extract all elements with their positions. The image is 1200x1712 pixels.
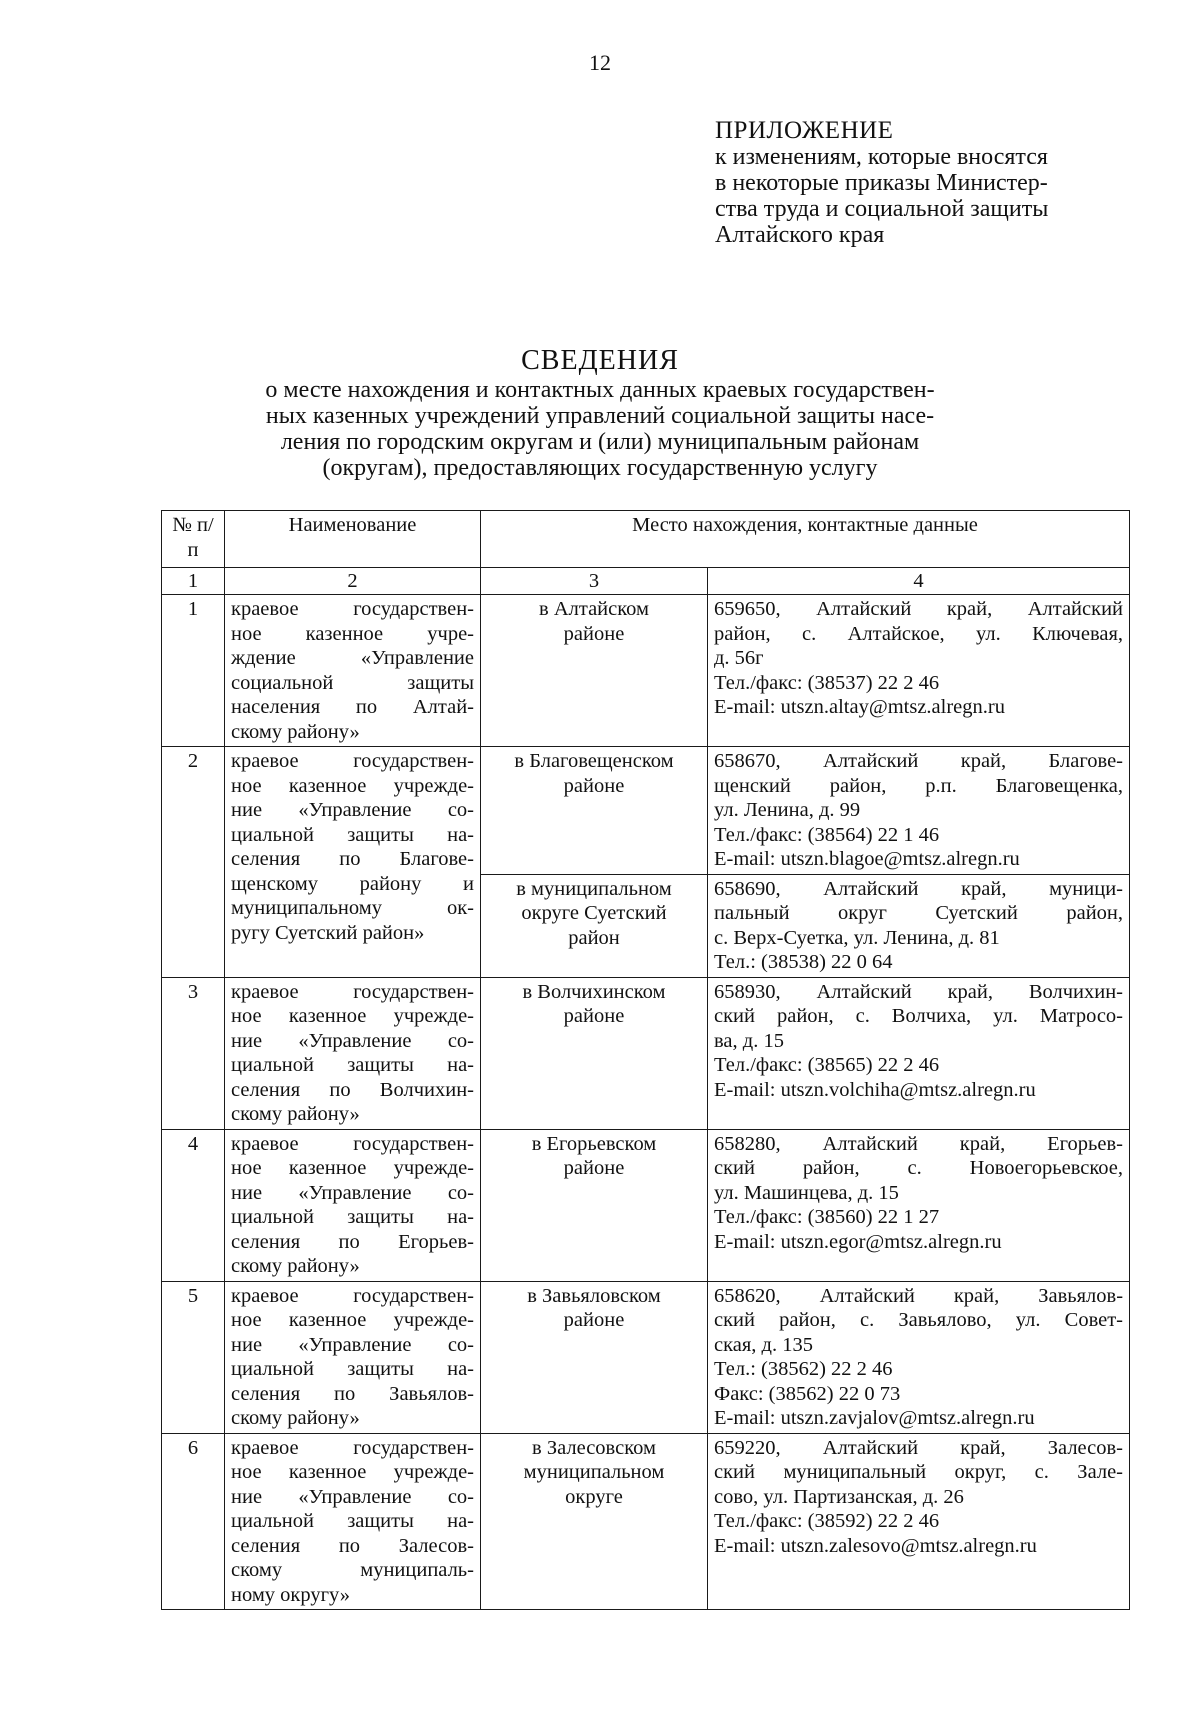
contact-details (708, 1129, 1130, 1281)
contact-details (708, 1433, 1130, 1610)
table-row (162, 977, 1130, 1129)
name-line: селения по Залесов- (231, 1534, 474, 1557)
contact-details (708, 747, 1130, 875)
location-line: округе (565, 1485, 623, 1508)
subtitle-line: о месте нахождения и контактных данных краевых государствен- (265, 377, 935, 403)
institution-name (225, 1129, 481, 1281)
name-line: ждение «Управление (231, 647, 474, 669)
address-line: 658690, Алтайский край, муници- (714, 877, 1124, 900)
institution-name (225, 977, 481, 1129)
name-line: циальной защиты на- (231, 1358, 474, 1380)
address-line: 658930, Алтайский край, Волчихин- (714, 980, 1124, 1003)
address-line: ул. Ленина, д. 99 (714, 799, 861, 821)
name-line: ному округу» (231, 1583, 351, 1606)
location-district (481, 1129, 708, 1281)
name-line: ное казенное учре- (231, 622, 474, 645)
address-line: сово, ул. Партизанская, д. 26 (714, 1485, 964, 1508)
institutions-table (161, 510, 1130, 1610)
name-line: скому району» (231, 1407, 360, 1429)
name-line: щенскому району и (231, 872, 474, 895)
institution-name (225, 747, 481, 978)
header-name: Наименование (225, 511, 481, 568)
location-line: район (568, 926, 620, 949)
table-row (162, 747, 1130, 875)
table-row (162, 595, 1130, 747)
location-line: районе (563, 1157, 625, 1179)
address-line: ский муниципальный округ, с. Зале- (714, 1461, 1124, 1483)
column-index-row (162, 568, 1130, 595)
address-line: 658280, Алтайский край, Егорьев- (714, 1132, 1124, 1155)
location-line: в муниципальном (516, 877, 672, 900)
appendix-line: Алтайского края (715, 222, 885, 248)
location-district (481, 977, 708, 1129)
name-line: ное казенное учрежде- (231, 1309, 474, 1331)
name-line: селения по Егорьев- (231, 1230, 474, 1253)
name-line: краевое государствен- (231, 598, 474, 620)
name-line: скому району» (231, 1103, 360, 1125)
appendix-title: ПРИЛОЖЕНИЕ (715, 117, 894, 144)
institution-name (225, 595, 481, 747)
name-line: селения по Волчихин- (231, 1078, 474, 1101)
document-title: СВЕДЕНИЯ (521, 345, 679, 376)
table-row (162, 1129, 1130, 1281)
subtitle-line: ных казенных учреждений управлений социальной защиты насе- (265, 403, 935, 429)
name-line: ругу Суетский район» (231, 921, 425, 944)
appendix-line: в некоторые приказы Министер- (715, 170, 1048, 196)
name-line: краевое государствен- (231, 1436, 474, 1459)
phone-line: Тел./факс: (38592) 22 2 46 (714, 1510, 940, 1532)
name-line: циальной защиты на- (231, 1206, 474, 1228)
address-line: д. 56г (714, 647, 764, 669)
name-line: краевое государствен- (231, 1284, 474, 1307)
name-line: ное казенное учрежде- (231, 774, 474, 797)
name-line: циальной защиты на- (231, 823, 474, 846)
address-line: ский район, с. Волчиха, ул. Матросо- (714, 1005, 1124, 1027)
address-line: 659220, Алтайский край, Залесов- (714, 1436, 1124, 1459)
name-line: ное казенное учрежде- (231, 1157, 474, 1179)
row-number: 3 (162, 977, 225, 1129)
phone-line: Тел./факс: (38560) 22 1 27 (714, 1206, 940, 1228)
name-line: краевое государствен- (231, 1132, 474, 1155)
document-subtitle (170, 377, 1030, 481)
address-line: ул. Машинцева, д. 15 (714, 1181, 899, 1204)
subtitle-line: (округам), предоставляющих государственную услугу (322, 455, 878, 481)
location-district (481, 1433, 708, 1610)
appendix-line: к изменениям, которые вносятся (715, 144, 1048, 170)
column-index: 1 (162, 568, 225, 595)
column-index: 3 (481, 568, 708, 595)
email-line: E-mail: utszn.zalesovo@mtsz.alregn.ru (714, 1534, 1037, 1557)
contact-details (708, 595, 1130, 747)
subtitle-line: ления по городским округам и (или) муниципальным районам (280, 429, 920, 455)
row-number: 4 (162, 1129, 225, 1281)
table-header-row (162, 511, 1130, 568)
email-line: E-mail: utszn.egor@mtsz.alregn.ru (714, 1230, 1002, 1253)
appendix-line: ства труда и социальной защиты (715, 196, 1049, 222)
appendix-block (715, 118, 1135, 248)
location-line: в Завьяловском (527, 1284, 661, 1307)
row-number: 2 (162, 747, 225, 978)
address-line: пальный округ Суетский район, (714, 902, 1124, 924)
header-num: № п/п (162, 511, 225, 568)
page-number: 12 (589, 50, 611, 75)
name-line: ние «Управление со- (231, 1029, 474, 1052)
row-number: 1 (162, 595, 225, 747)
row-number: 6 (162, 1433, 225, 1610)
location-district (481, 1281, 708, 1433)
name-line: ное казенное учрежде- (231, 1005, 474, 1027)
location-district (481, 874, 708, 977)
phone-line: Тел.: (38562) 22 2 46 (714, 1358, 893, 1380)
column-index: 2 (225, 568, 481, 595)
phone-line: Тел./факс: (38537) 22 2 46 (714, 671, 940, 694)
address-line: ва, д. 15 (714, 1029, 784, 1052)
location-line: районе (563, 1309, 625, 1331)
address-line: 659650, Алтайский край, Алтайский (714, 598, 1124, 620)
location-district (481, 747, 708, 875)
name-line: краевое государствен- (231, 980, 474, 1003)
name-line: населения по Алтай- (231, 696, 474, 718)
location-line: в Залесовском (532, 1436, 656, 1459)
name-line: циальной защиты на- (231, 1510, 474, 1532)
name-line: циальной защиты на- (231, 1054, 474, 1076)
location-line: в Егорьевском (531, 1132, 657, 1155)
address-line: с. Верх-Суетка, ул. Ленина, д. 81 (714, 926, 1000, 949)
email-line: E-mail: utszn.zavjalov@mtsz.alregn.ru (714, 1407, 1035, 1429)
phone-line: Тел.: (38538) 22 0 64 (714, 951, 893, 973)
name-line: селения по Завьялов- (231, 1382, 474, 1405)
name-line: ние «Управление со- (231, 799, 474, 821)
fax-line: Факс: (38562) 22 0 73 (714, 1382, 901, 1405)
phone-line: Тел./факс: (38564) 22 1 46 (714, 823, 940, 846)
table-row (162, 1281, 1130, 1433)
table-row (162, 1433, 1130, 1610)
email-line: E-mail: utszn.blagoe@mtsz.alregn.ru (714, 848, 1020, 870)
email-line: E-mail: utszn.altay@mtsz.alregn.ru (714, 696, 1005, 718)
location-line: районе (563, 774, 625, 797)
name-line: ние «Управление со- (231, 1181, 474, 1204)
name-line: скому району» (231, 720, 360, 743)
row-number: 5 (162, 1281, 225, 1433)
address-line: 658670, Алтайский край, Благове- (714, 750, 1124, 772)
header-location: Место нахождения, контактные данные (481, 511, 1130, 568)
name-line: селения по Благове- (231, 848, 474, 870)
name-line: муниципальному ок- (231, 897, 474, 919)
location-line: в Алтайском (539, 598, 649, 620)
location-line: районе (563, 1005, 625, 1027)
name-line: ние «Управление со- (231, 1485, 474, 1508)
contact-details (708, 874, 1130, 977)
column-index: 4 (708, 568, 1130, 595)
address-line: щенский район, р.п. Благовещенка, (714, 774, 1124, 797)
address-line: 658620, Алтайский край, Завьялов- (714, 1284, 1124, 1307)
location-line: районе (563, 622, 625, 645)
location-line: в Волчихинском (522, 980, 666, 1003)
contact-details (708, 977, 1130, 1129)
document-heading (0, 345, 1200, 481)
address-line: ский район, с. Завьялово, ул. Совет- (714, 1309, 1124, 1331)
institution-name (225, 1433, 481, 1610)
address-line: ский район, с. Новоегорьевское, (714, 1157, 1124, 1179)
location-district (481, 595, 708, 747)
location-line: округе Суетский (521, 902, 667, 924)
name-line: краевое государствен- (231, 750, 474, 772)
address-line: район, с. Алтайское, ул. Ключевая, (714, 622, 1124, 645)
name-line: социальной защиты (231, 671, 474, 694)
institution-name (225, 1281, 481, 1433)
email-line: E-mail: utszn.volchiha@mtsz.alregn.ru (714, 1078, 1036, 1101)
name-line: скому району» (231, 1255, 360, 1277)
location-line: в Благовещенском (514, 750, 674, 772)
location-line: муниципальном (523, 1461, 665, 1483)
address-line: ская, д. 135 (714, 1333, 813, 1356)
name-line: ние «Управление со- (231, 1333, 474, 1356)
phone-line: Тел./факс: (38565) 22 2 46 (714, 1054, 940, 1076)
contact-details (708, 1281, 1130, 1433)
name-line: ное казенное учрежде- (231, 1461, 474, 1483)
name-line: скому муниципаль- (231, 1559, 474, 1581)
